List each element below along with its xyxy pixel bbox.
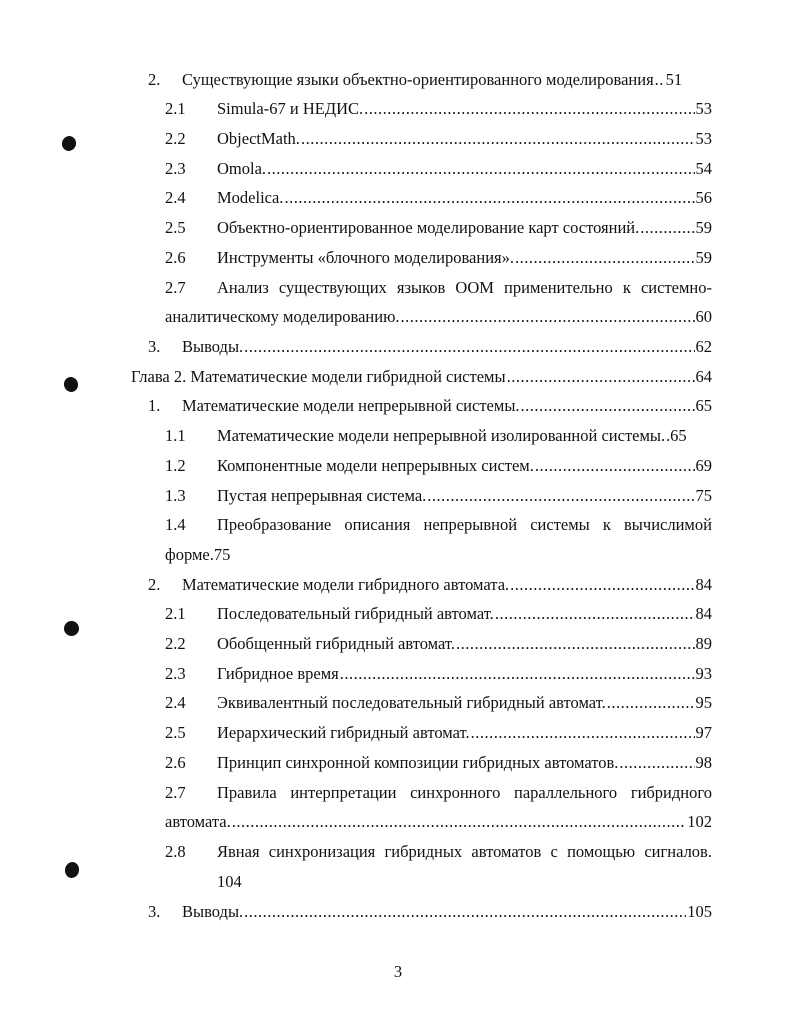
toc-entry-title: Явная синхронизация гибридных автоматов с помощью сигналов. — [217, 842, 712, 861]
toc-entry — [165, 424, 712, 448]
toc-entry-title: Объектно-ориентированное моделирование карт состояний. — [217, 218, 640, 237]
toc-entry-continuation — [165, 305, 712, 329]
toc-entry — [165, 781, 712, 805]
toc-chapter — [131, 365, 712, 389]
toc-entry-title: Преобразование описания непрерывной системы к вычислимой — [217, 515, 712, 534]
toc-leader — [284, 186, 694, 210]
toc-entry-title: Анализ существующих языков ООМ применительно к системно- — [217, 278, 712, 297]
toc-entry-page: 105 — [687, 902, 712, 921]
toc-entry-page: 95 — [695, 693, 712, 712]
toc-entry-page: 59 — [695, 248, 712, 267]
toc-entry-title: Гибридное время — [217, 664, 339, 683]
toc-entry-title: Пустая непрерывная система. — [217, 486, 427, 505]
toc-leader — [640, 216, 694, 240]
toc-leader — [471, 721, 695, 745]
toc-entry-title: Обобщенный гибридный автомат. — [217, 634, 455, 653]
toc-entry-page: 64 — [695, 367, 712, 386]
toc-leader — [232, 810, 687, 834]
toc-entry-number: 3. — [148, 337, 161, 356]
toc-entry-title: Последовательный гибридный автомат. — [217, 604, 494, 623]
toc-entry-page: 62 — [695, 337, 712, 356]
toc-entry — [148, 68, 712, 92]
toc-entry-page: 60 — [695, 307, 712, 326]
scan-blot — [64, 861, 81, 879]
toc-entry-title: Omola. — [217, 159, 267, 178]
toc-entry-title: Выводы. — [182, 902, 244, 921]
toc-leader — [456, 632, 695, 656]
toc-leader — [244, 335, 694, 359]
toc-entry-number: 1. — [148, 396, 161, 415]
toc-entry-number: 2.6 — [165, 753, 186, 772]
toc-entry — [148, 394, 712, 418]
toc-entry-number: 2. — [148, 575, 161, 594]
toc-leader — [607, 691, 695, 715]
toc-entry-number: 2.8 — [165, 842, 186, 861]
toc-entry — [165, 513, 712, 537]
toc-leader — [340, 662, 695, 686]
toc-entry — [148, 335, 712, 359]
toc-entry-number: 2.3 — [165, 159, 186, 178]
toc-leader — [401, 305, 695, 329]
toc-entry-number: 2.5 — [165, 723, 186, 742]
toc-entry-page: 98 — [695, 753, 712, 772]
toc-entry — [165, 127, 712, 151]
toc-entry-number: 2.3 — [165, 664, 186, 683]
toc-entry-page: 53 — [695, 99, 712, 118]
toc-leader — [619, 751, 694, 775]
toc-entry-number: 2.7 — [165, 278, 186, 297]
toc-leader — [510, 573, 694, 597]
toc-entry-page: 97 — [695, 723, 712, 742]
toc-entry — [165, 276, 712, 300]
toc-leader — [655, 68, 665, 92]
toc-chapter-title: Глава 2. Математические модели гибридной системы — [131, 367, 506, 386]
toc-entry-page: 84 — [695, 604, 712, 623]
toc-entry — [165, 662, 712, 686]
scan-blot — [62, 375, 79, 393]
toc-entry-number: 3. — [148, 902, 161, 921]
toc-entry — [148, 573, 712, 597]
toc-entry-title: Математические модели непрерывной системы. — [182, 396, 520, 415]
toc-entry-page: 69 — [695, 456, 712, 475]
toc-entry-title: Существующие языки объектно-ориентированного моделирования — [182, 70, 654, 89]
toc-leader — [267, 157, 694, 181]
toc-entry-continuation — [165, 543, 712, 567]
toc-entry-page: 53 — [695, 129, 712, 148]
toc-entry-title: Simula-67 и НЕДИС. — [217, 99, 364, 118]
toc-entry-title: ObjectMath. — [217, 129, 300, 148]
toc-leader — [666, 424, 669, 448]
toc-entry-title: Математические модели непрерывной изолированной системы. — [217, 426, 666, 445]
toc-leader — [364, 97, 694, 121]
toc-entry-page: 89 — [695, 634, 712, 653]
toc-entry — [165, 721, 712, 745]
toc-leader — [515, 246, 695, 270]
toc-entry-number: 1.3 — [165, 486, 186, 505]
toc-entry-number: 2. — [148, 70, 161, 89]
toc-entry — [165, 602, 712, 626]
toc-entry-number: 2.1 — [165, 604, 186, 623]
toc-entry-page: 65 — [695, 396, 712, 415]
toc-entry — [165, 246, 712, 270]
toc-entry-page: 65 — [670, 426, 687, 445]
toc-entry-page: 54 — [695, 159, 712, 178]
toc-entry-number: 1.4 — [165, 515, 186, 534]
toc-entry-number: 2.4 — [165, 188, 186, 207]
toc-entry-title-cont: аналитическому моделированию. — [165, 307, 400, 326]
toc-entry-number: 1.2 — [165, 456, 186, 475]
toc-entry-page: 93 — [695, 664, 712, 683]
toc-leader — [521, 394, 695, 418]
toc-entry — [165, 157, 712, 181]
toc-entry-title: Математические модели гибридного автомата. — [182, 575, 510, 594]
toc-entry — [165, 751, 712, 775]
toc-entry-page-wrapped: 104 — [217, 872, 242, 891]
toc-entry-page: 75 — [695, 486, 712, 505]
toc-leader — [507, 365, 695, 389]
toc-entry-title: Modelica. — [217, 188, 284, 207]
toc-entry-page: 56 — [695, 188, 712, 207]
toc-leader — [535, 454, 695, 478]
toc-leader — [495, 602, 695, 626]
scan-blot — [60, 134, 78, 153]
toc-entry — [165, 484, 712, 508]
toc-entry-title: Инструменты «блочного моделирования». — [217, 248, 514, 267]
toc-entry-title: Выводы. — [182, 337, 244, 356]
toc-entry-number: 2.1 — [165, 99, 186, 118]
toc-entry-title: Принцип синхронной композиции гибридных автоматов. — [217, 753, 619, 772]
toc-entry — [148, 900, 712, 924]
toc-entry — [165, 186, 712, 210]
toc-entry — [165, 97, 712, 121]
toc-entry-page: 102 — [687, 812, 712, 831]
toc-entry — [165, 840, 712, 864]
toc-entry-number: 2.6 — [165, 248, 186, 267]
scan-blot — [64, 621, 79, 636]
toc-entry-title: Иерархический гибридный автомат. — [217, 723, 470, 742]
toc-entry-page: 51 — [665, 70, 683, 89]
toc-entry — [165, 216, 712, 240]
toc-entry-number: 2.7 — [165, 783, 186, 802]
toc-entry-continuation — [165, 810, 712, 834]
toc-entry-number: 2.2 — [165, 129, 186, 148]
toc-entry-title-cont: форме.75 — [165, 545, 231, 564]
page-number: 3 — [393, 962, 403, 981]
toc-entry-page: 59 — [695, 218, 712, 237]
toc-entry-title-cont: автомата. — [165, 812, 231, 831]
toc-entry-title: Правила интерпретации синхронного параллельного гибридного — [217, 783, 712, 802]
toc-entry-number: 1.1 — [165, 426, 186, 445]
toc-entry-title: Эквивалентный последовательный гибридный автомат. — [217, 693, 606, 712]
toc-entry-number: 2.2 — [165, 634, 186, 653]
toc-leader — [244, 900, 686, 924]
toc-entry-page: 84 — [695, 575, 712, 594]
toc-leader — [427, 484, 694, 508]
toc-entry-number: 2.4 — [165, 693, 186, 712]
toc-entry — [165, 691, 712, 715]
toc-entry-number: 2.5 — [165, 218, 186, 237]
toc-leader — [301, 127, 695, 151]
toc-entry — [165, 632, 712, 656]
toc-entry — [165, 454, 712, 478]
toc-entry-continuation — [217, 870, 712, 894]
toc-entry-title: Компонентные модели непрерывных систем. — [217, 456, 534, 475]
